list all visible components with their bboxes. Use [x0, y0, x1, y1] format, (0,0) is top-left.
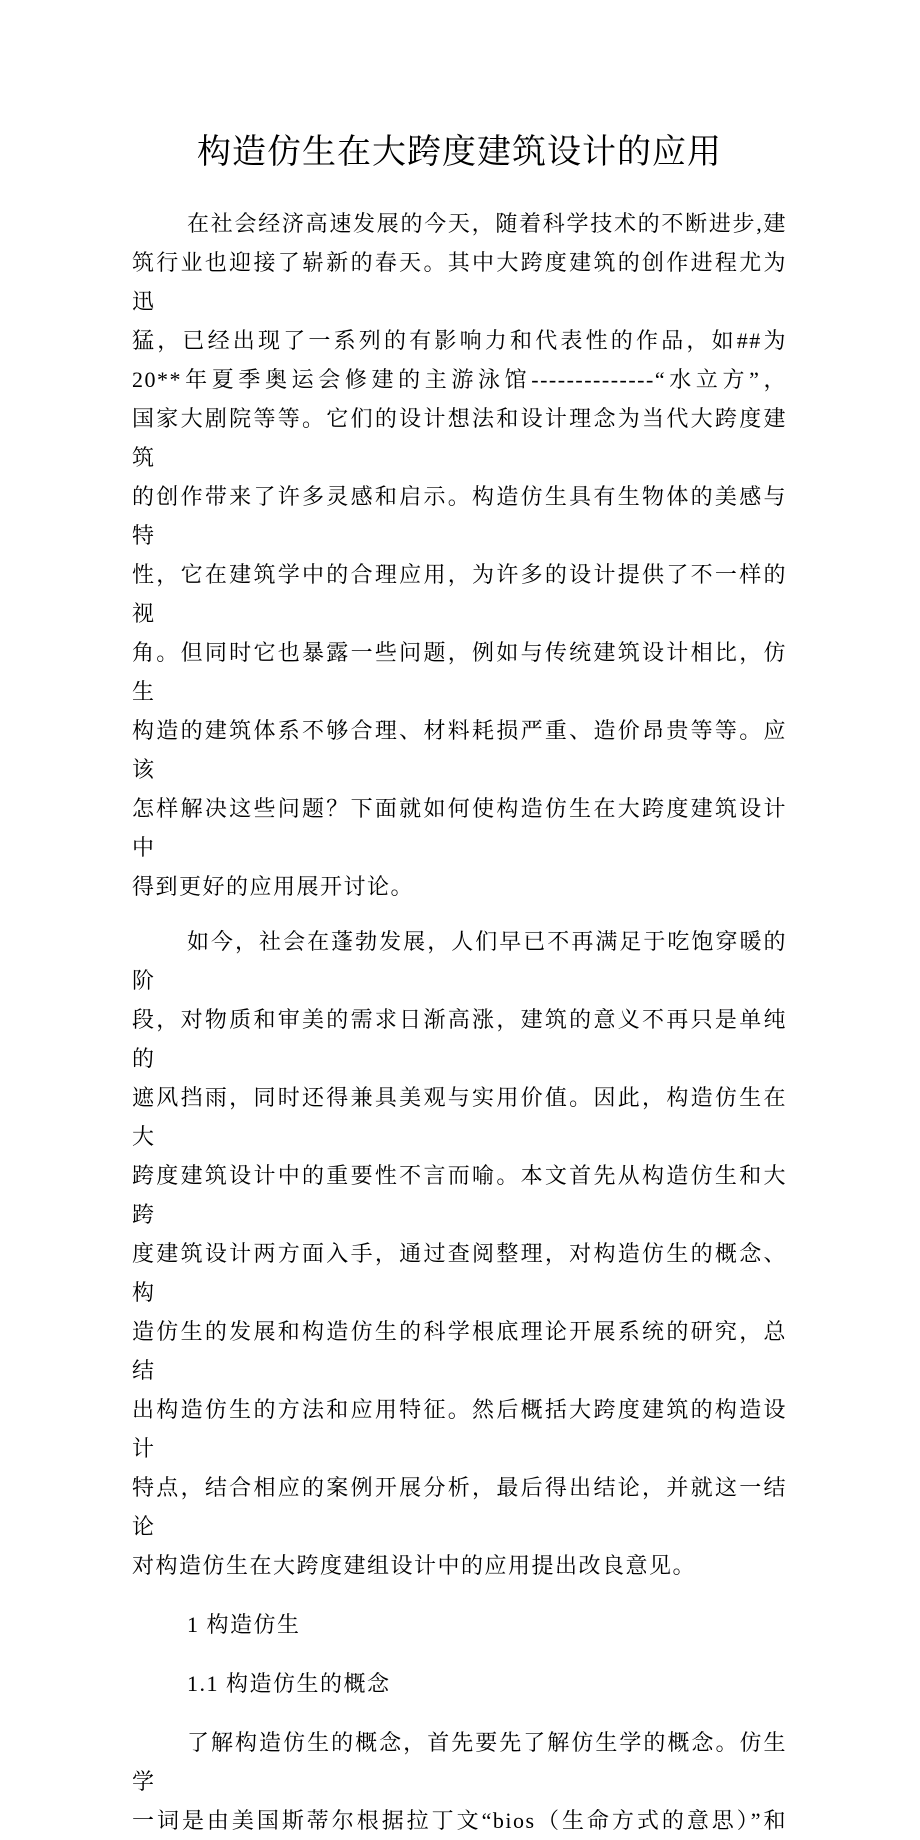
text-line: 如今，社会在蓬勃发展，人们早已不再满足于吃饱穿暖的阶 — [132, 929, 787, 993]
heading — [132, 1664, 787, 1703]
paragraph — [132, 922, 787, 1585]
text-line: 1 构造仿生 — [187, 1612, 301, 1637]
text-line: 性，它在建筑学中的合理应用，为许多的设计提供了不一样的视 — [132, 562, 787, 626]
text-line: 遮风挡雨，同时还得兼具美观与实用价值。因此，构造仿生在大 — [132, 1085, 787, 1149]
text-line: 怎样解决这些问题？下面就如何使构造仿生在大跨度建筑设计中 — [132, 796, 787, 860]
text-line: 20**年夏季奥运会修建的主游泳馆--------------“水立方”， — [132, 367, 787, 392]
text-line: 造仿生的发展和构造仿生的科学根底理论开展系统的研究，总结 — [132, 1319, 787, 1383]
text-line: 跨度建筑设计中的重要性不言而喻。本文首先从构造仿生和大跨 — [132, 1163, 787, 1227]
text-line: 的创作带来了许多灵感和启示。构造仿生具有生物体的美感与特 — [132, 484, 787, 548]
text-line: 特点，结合相应的案例开展分析，最后得出结论，并就这一结论 — [132, 1475, 787, 1539]
text-line: 筑行业也迎接了崭新的春天。其中大跨度建筑的创作进程尤为迅 — [132, 250, 787, 314]
text-line: 得到更好的应用展开讨论。 — [132, 874, 415, 899]
text-line: 出构造仿生的方法和应用特征。然后概括大跨度建筑的构造设计 — [132, 1397, 787, 1461]
text-line: 一词是由美国斯蒂尔根据拉丁文“bios（生命方式的意思）”和 — [132, 1808, 787, 1833]
document-body — [132, 204, 787, 1840]
text-line: 角。但同时它也暴露一些问题，例如与传统建筑设计相比，仿生 — [132, 640, 787, 704]
paragraph — [132, 1723, 787, 1840]
text-line: 度建筑设计两方面入手，通过查阅整理，对构造仿生的概念、构 — [132, 1241, 787, 1305]
document-title: 构造仿生在大跨度建筑设计的应用 — [197, 134, 722, 171]
text-line: 构造的建筑体系不够合理、材料耗损严重、造价昂贵等等。应该 — [132, 718, 787, 782]
text-line: 猛，已经出现了一系列的有影响力和代表性的作品，如##为 — [132, 328, 787, 353]
paragraph — [132, 204, 787, 906]
text-line: 段，对物质和审美的需求日渐高涨，建筑的意义不再只是单纯的 — [132, 1007, 787, 1071]
text-line: 了解构造仿生的概念，首先要先了解仿生学的概念。仿生学 — [132, 1730, 787, 1794]
heading — [132, 1605, 787, 1644]
text-line: 1.1 构造仿生的概念 — [187, 1671, 391, 1696]
text-line: 国家大剧院等等。它们的设计想法和设计理念为当代大跨度建筑 — [132, 406, 787, 470]
text-line: 在社会经济高速发展的今天，随着科学技术的不断进步,建 — [187, 211, 787, 236]
text-line: 对构造仿生在大跨度建组设计中的应用提出改良意见。 — [132, 1553, 697, 1578]
